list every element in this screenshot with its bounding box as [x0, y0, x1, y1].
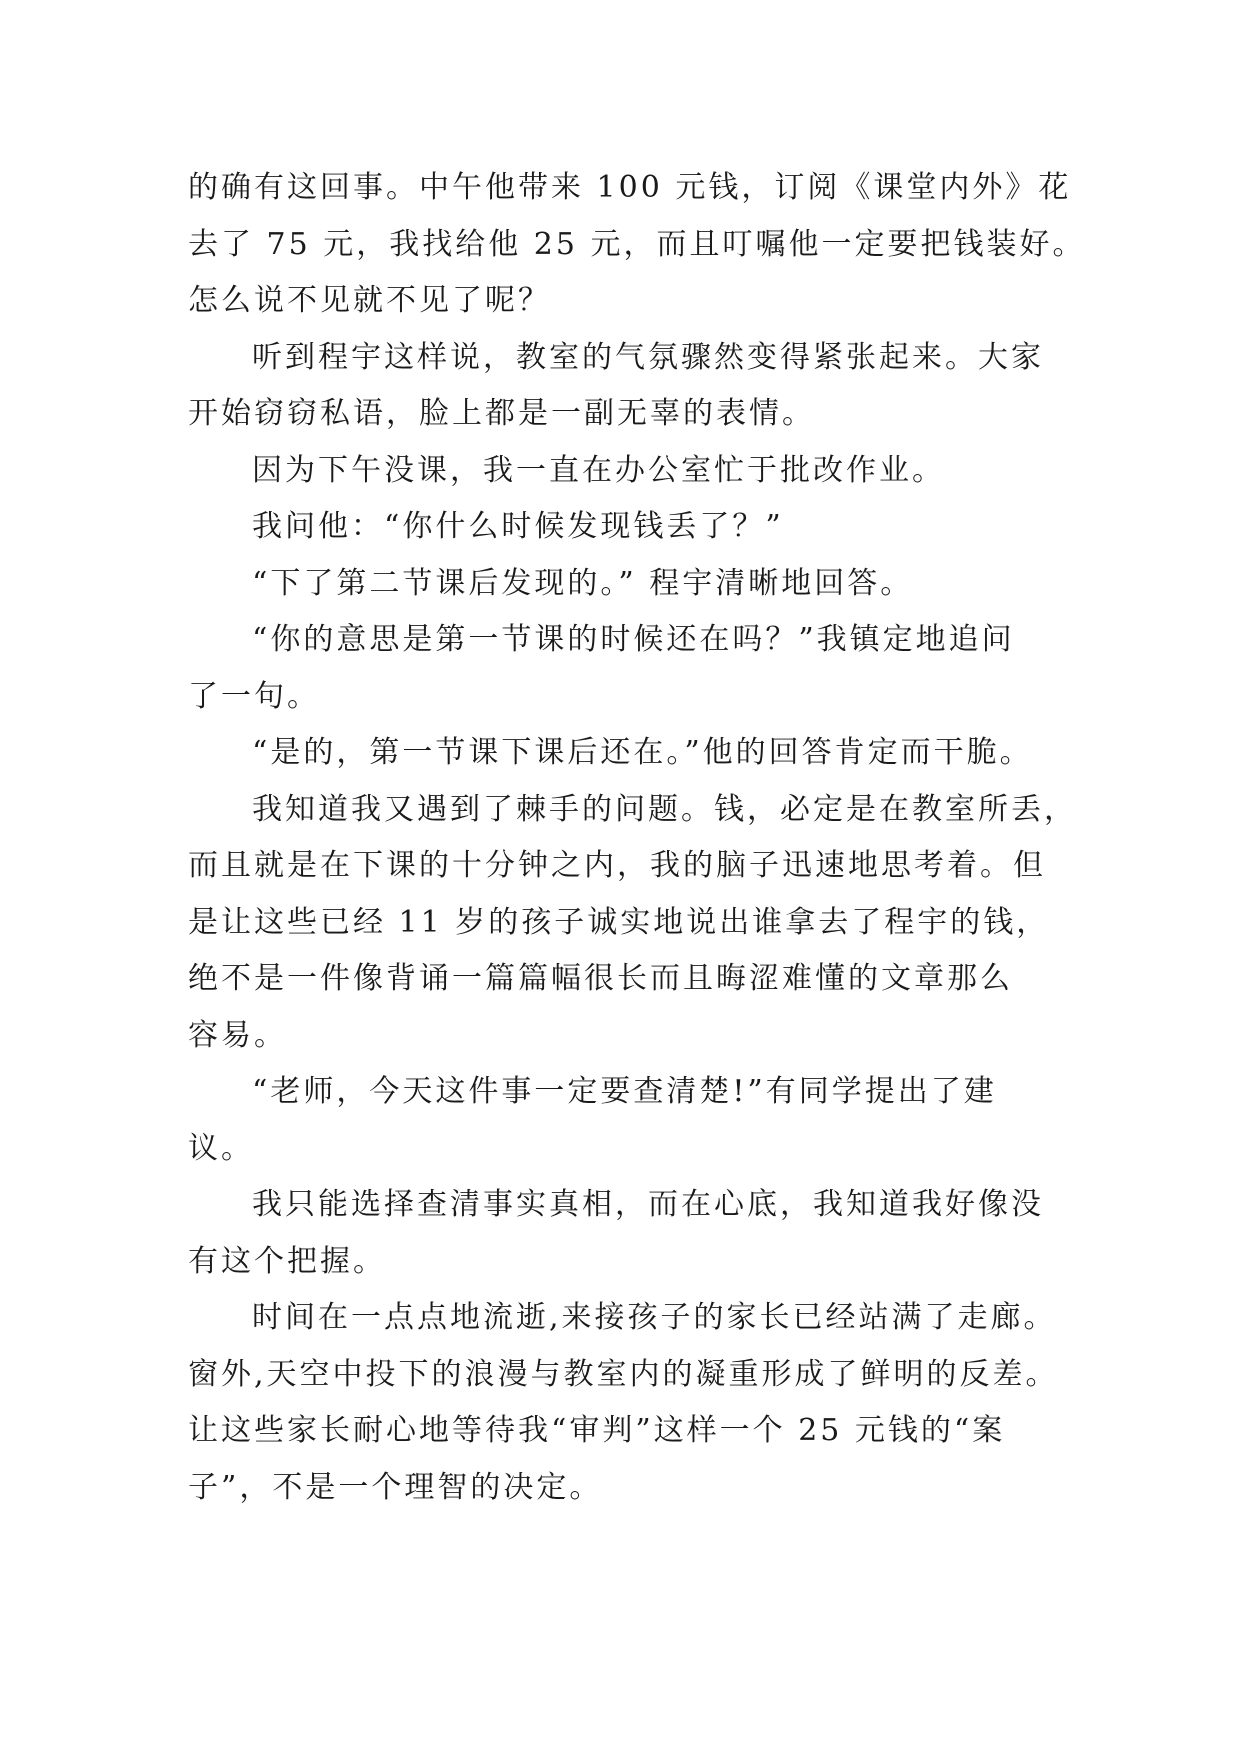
- text-line: “老师，今天这件事一定要查清楚!”有同学提出了建: [252, 1074, 997, 1109]
- text-line: 是让这些已经 11 岁的孩子诚实地说出谁拿去了程宇的钱，: [188, 904, 1050, 940]
- text-line: 的确有这回事。中午他带来 100 元钱，订阅《课堂内外》花: [188, 170, 1072, 205]
- text-line: 我知道我又遇到了棘手的问题。钱，必定是在教室所丢，: [252, 791, 1077, 827]
- text-line: 去了 75 元，我找给他 25 元，而且叮嘱他一定要把钱装好。: [188, 226, 1086, 262]
- text-line: 因为下午没课，我一直在办公室忙于批改作业。: [252, 452, 945, 488]
- text-line: “你的意思是第一节课的时候还在吗？”我镇定地追问: [252, 622, 1015, 657]
- text-line: 子”，不是一个理智的决定。: [188, 1469, 603, 1505]
- text-line: 开始窃窃私语，脸上都是一副无辜的表情。: [188, 396, 815, 431]
- text-line: 让这些家长耐心地等待我“审判”这样一个 25 元钱的“案: [188, 1413, 1006, 1448]
- body-text: [188, 160, 1086, 1516]
- text-line: 而且就是在下课的十分钟之内，我的脑子迅速地思考着。但: [188, 848, 1046, 883]
- text-line: 绝不是一件像背诵一篇篇幅很长而且晦涩难懂的文章那么: [188, 961, 1013, 996]
- text-line: 听到程宇这样说，教室的气氛骤然变得紧张起来。大家: [252, 339, 1044, 375]
- text-line: 我问他：“你什么时候发现钱丢了？”: [252, 509, 784, 544]
- text-line: 议。: [188, 1130, 254, 1166]
- text-line: 我只能选择查清事实真相，而在心底，我知道我好像没: [252, 1187, 1044, 1222]
- text-line: 时间在一点点地流逝,来接孩子的家长已经站满了走廊。: [252, 1300, 1057, 1335]
- text-line: 窗外,天空中投下的浪漫与教室内的凝重形成了鲜明的反差。: [188, 1356, 1059, 1392]
- text-line: 怎么说不见就不见了呢？: [188, 283, 551, 318]
- text-line: 了一句。: [188, 678, 320, 714]
- text-line: 容易。: [188, 1017, 287, 1053]
- text-line: “下了第二节课后发现的。” 程宇清晰地回答。: [252, 565, 914, 601]
- text-line: “是的，第一节课下课后还在。”他的回答肯定而干脆。: [252, 735, 1033, 770]
- text-line: 有这个把握。: [188, 1243, 386, 1279]
